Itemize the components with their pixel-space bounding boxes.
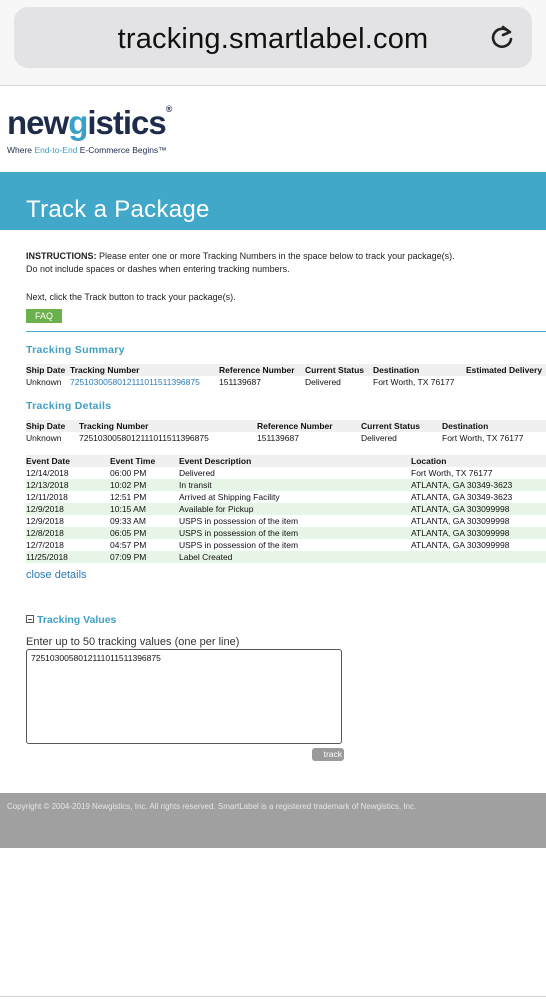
col-header: Ship Date: [26, 421, 66, 431]
event-cell: ATLANTA, GA 303099998: [411, 528, 510, 538]
event-cell: 12/9/2018: [26, 516, 64, 526]
table-row: [26, 432, 546, 444]
col-header: Estimated Delivery: [466, 365, 543, 375]
event-cell: Available for Pickup: [179, 504, 254, 514]
newgistics-logo[interactable]: [7, 104, 171, 155]
logo-wordmark: newgistics®: [7, 104, 172, 141]
event-row: [26, 491, 546, 503]
table-header-row: [26, 455, 546, 467]
event-cell: 12/7/2018: [26, 540, 64, 550]
event-cell: 10:02 PM: [110, 480, 147, 490]
event-cell: In transit: [179, 480, 212, 490]
tracking-values-label: Enter up to 50 tracking values (one per line): [26, 636, 240, 648]
event-cell: Label Created: [179, 552, 233, 562]
instructions-label: INSTRUCTIONS:: [26, 251, 97, 261]
event-row: [26, 539, 546, 551]
event-row: [26, 551, 546, 563]
tracking-values-title: Tracking Values: [37, 614, 117, 626]
col-header: Destination: [442, 421, 489, 431]
event-cell: Delivered: [179, 468, 215, 478]
cell: Delivered: [361, 433, 397, 443]
tracking-details-table: [26, 420, 546, 444]
reload-icon[interactable]: [488, 23, 516, 51]
event-cell: USPS in possession of the item: [179, 540, 299, 550]
col-header: Destination: [373, 365, 420, 375]
table-header-row: [26, 420, 546, 432]
event-cell: 12/13/2018: [26, 480, 69, 490]
col-header: Event Date: [26, 456, 70, 466]
event-cell: 11/25/2018: [26, 552, 68, 562]
faq-button[interactable]: FAQ: [26, 309, 62, 323]
event-cell: ATLANTA, GA 30349-3623: [411, 480, 513, 490]
event-cell: Fort Worth, TX 76177: [411, 468, 493, 478]
event-cell: [411, 551, 546, 563]
event-row: [26, 527, 546, 539]
event-row: [26, 515, 546, 527]
event-row: [26, 479, 546, 491]
tracking-summary-table: [26, 364, 546, 388]
event-cell: ATLANTA, GA 30349-3623: [411, 492, 513, 502]
cell: [466, 376, 546, 388]
event-cell: 06:00 PM: [110, 468, 147, 478]
event-cell: 04:57 PM: [110, 540, 147, 550]
col-header: Current Status: [305, 365, 365, 375]
tracking-values-input[interactable]: [26, 649, 342, 744]
cell: 151139687: [257, 433, 299, 443]
table-row: [26, 376, 546, 388]
col-header: Current Status: [361, 421, 421, 431]
page-title: Track a Package: [26, 196, 210, 223]
logo-tagline: Where End-to-End E-Commerce Begins™: [7, 145, 167, 155]
event-cell: ATLANTA, GA 303099998: [411, 504, 510, 514]
event-cell: 12:51 PM: [110, 492, 147, 502]
divider: [26, 331, 546, 332]
tracking-events-table: [26, 455, 546, 563]
collapse-icon[interactable]: [26, 615, 34, 623]
track-button[interactable]: track: [312, 748, 344, 761]
table-header-row: [26, 364, 546, 376]
event-cell: 12/11/2018: [26, 492, 68, 502]
event-cell: 12/9/2018: [26, 504, 64, 514]
cell: Unknown: [26, 433, 62, 443]
divider: [0, 996, 546, 997]
col-header: Reference Number: [219, 365, 295, 375]
event-cell: 09:33 AM: [110, 516, 146, 526]
event-cell: USPS in possession of the item: [179, 528, 299, 538]
event-row: [26, 503, 546, 515]
copyright-text: Copyright © 2004-2019 Newgistics, Inc. All rights reserved. SmartLabel is a registered trademark of Newgistics, Inc.: [7, 802, 417, 811]
browser-toolbar: [0, 0, 546, 86]
url-bar[interactable]: [14, 7, 532, 68]
event-cell: 12/8/2018: [26, 528, 64, 538]
col-header: Ship Date: [26, 365, 66, 375]
cell: Delivered: [305, 377, 341, 387]
tracking-number-link[interactable]: 7251030058012111011511396875: [70, 377, 200, 387]
col-header: Location: [411, 456, 447, 466]
event-row: [26, 467, 546, 479]
event-cell: ATLANTA, GA 303099998: [411, 540, 510, 550]
cell: Fort Worth, TX 76177: [373, 377, 455, 387]
event-cell: 07:09 PM: [110, 552, 147, 562]
event-cell: 06:05 PM: [110, 528, 147, 538]
tracking-details-title: Tracking Details: [26, 400, 112, 412]
instructions-line2: Do not include spaces or dashes when entering tracking numbers.: [26, 264, 290, 274]
col-header: Event Description: [179, 456, 252, 466]
instructions-next: Next, click the Track button to track your package(s).: [26, 292, 236, 302]
footer: [0, 793, 546, 848]
col-header: Tracking Number: [79, 421, 149, 431]
url-text[interactable]: tracking.smartlabel.com: [117, 23, 429, 55]
tracking-summary-title: Tracking Summary: [26, 344, 125, 356]
cell: 7251030058012111011511396875: [79, 433, 209, 443]
col-header: Tracking Number: [70, 365, 140, 375]
cell: Unknown: [26, 377, 62, 387]
event-cell: 12/14/2018: [26, 468, 69, 478]
event-cell: Arrived at Shipping Facility: [179, 492, 280, 502]
cell: 151139687: [219, 377, 261, 387]
instructions-line1: Please enter one or more Tracking Numbers in the space below to track your package(s).: [96, 251, 455, 261]
col-header: Event Time: [110, 456, 156, 466]
tracking-values-toggle[interactable]: [26, 614, 116, 626]
cell: Fort Worth, TX 76177: [442, 433, 524, 443]
event-cell: USPS in possession of the item: [179, 516, 299, 526]
close-details-link[interactable]: close details: [26, 569, 87, 581]
event-cell: 10:15 AM: [110, 504, 146, 514]
event-cell: ATLANTA, GA 303099998: [411, 516, 510, 526]
instructions: [26, 250, 546, 323]
col-header: Reference Number: [257, 421, 333, 431]
